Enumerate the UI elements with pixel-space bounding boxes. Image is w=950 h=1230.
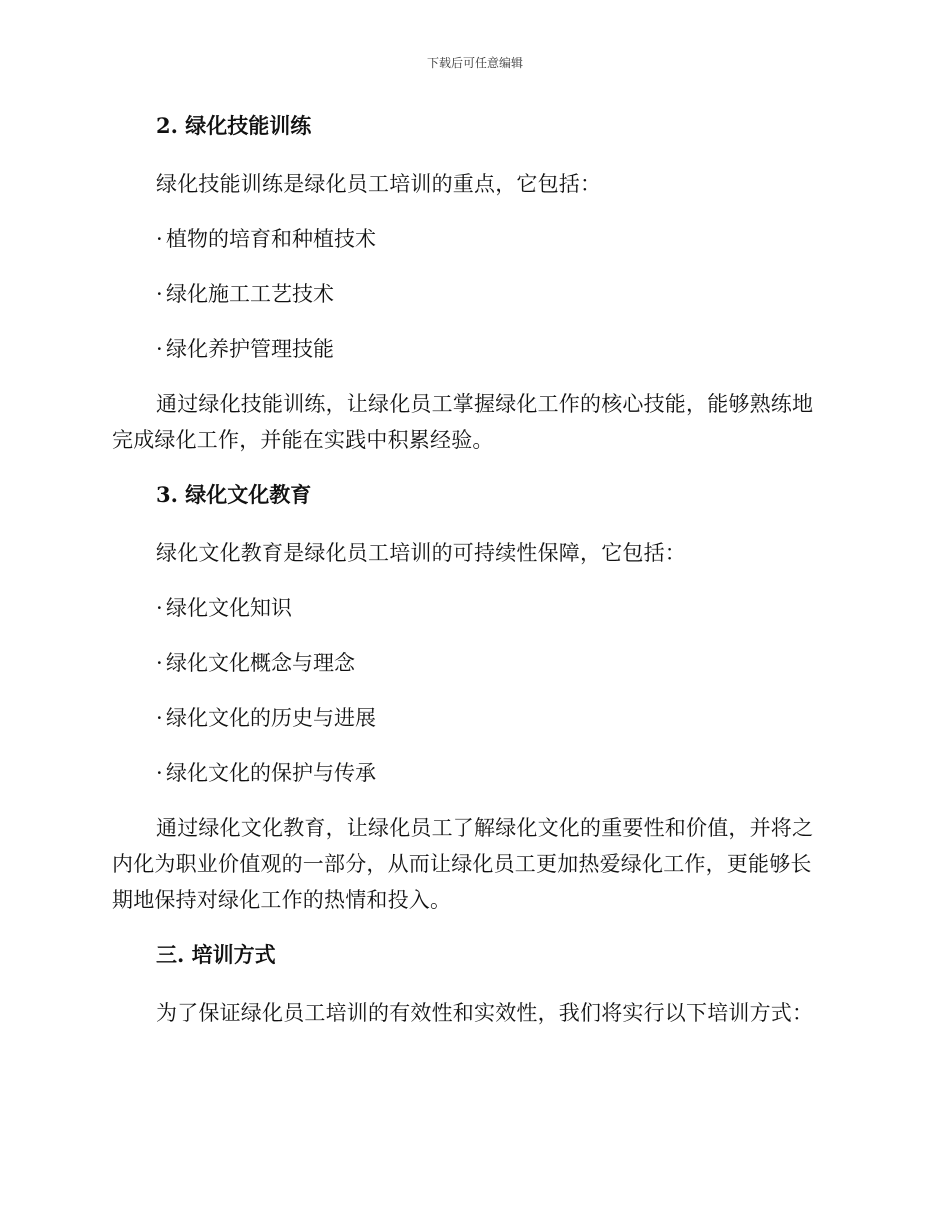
list-item [156, 700, 832, 736]
list-item-text: 绿化施工工艺技术 [166, 282, 334, 306]
section-intro-culture: 绿化文化教育是绿化员工培训的可持续性保障，它包括： [156, 541, 686, 565]
list-item [156, 221, 832, 257]
bullet-dot: · [156, 227, 163, 251]
list-item-text: 绿化养护管理技能 [166, 337, 334, 361]
bullet-dot: · [156, 651, 163, 675]
section-conclusion-skills: 通过绿化技能训练，让绿化员工掌握绿化工作的核心技能，能够熟练地完成绿化工作，并能在实践中积累经验。 [112, 392, 814, 452]
list-item-text: 绿化文化的保护与传承 [166, 761, 376, 785]
list-item [156, 645, 832, 681]
section-conclusion-culture: 通过绿化文化教育，让绿化员工了解绿化文化的重要性和价值，并将之内化为职业价值观的一部分，从而让绿化员工更加热爱绿化工作，更能够长期地保持对绿化工作的热情和投入。 [112, 816, 814, 912]
list-item [156, 590, 832, 626]
bullet-dot: · [156, 706, 163, 730]
bullet-dot: · [156, 337, 163, 361]
section-intro-skills: 绿化技能训练是绿化员工培训的重点，它包括： [156, 172, 602, 196]
section-heading-training-methods: 三. 培训方式 [156, 942, 276, 967]
list-item-text: 绿化文化知识 [166, 596, 292, 620]
list-item [156, 755, 832, 791]
list-item-text: 绿化文化的历史与进展 [166, 706, 376, 730]
list-item-text: 植物的培育和种植技术 [166, 227, 376, 251]
bullet-dot: · [156, 596, 163, 620]
section-heading-culture: 3. 绿化文化教育 [156, 482, 312, 507]
list-item [156, 276, 832, 312]
document-body [112, 108, 832, 1050]
list-item [156, 331, 832, 367]
section-intro-training-methods: 为了保证绿化员工培训的有效性和实效性，我们将实行以下培训方式： [156, 1001, 814, 1025]
bullet-dot: · [156, 282, 163, 306]
section-heading-skills: 2. 绿化技能训练 [156, 113, 312, 138]
bullet-dot: · [156, 761, 163, 785]
page-header: 下载后可任意编辑 [426, 56, 523, 70]
list-item-text: 绿化文化概念与理念 [166, 651, 355, 675]
